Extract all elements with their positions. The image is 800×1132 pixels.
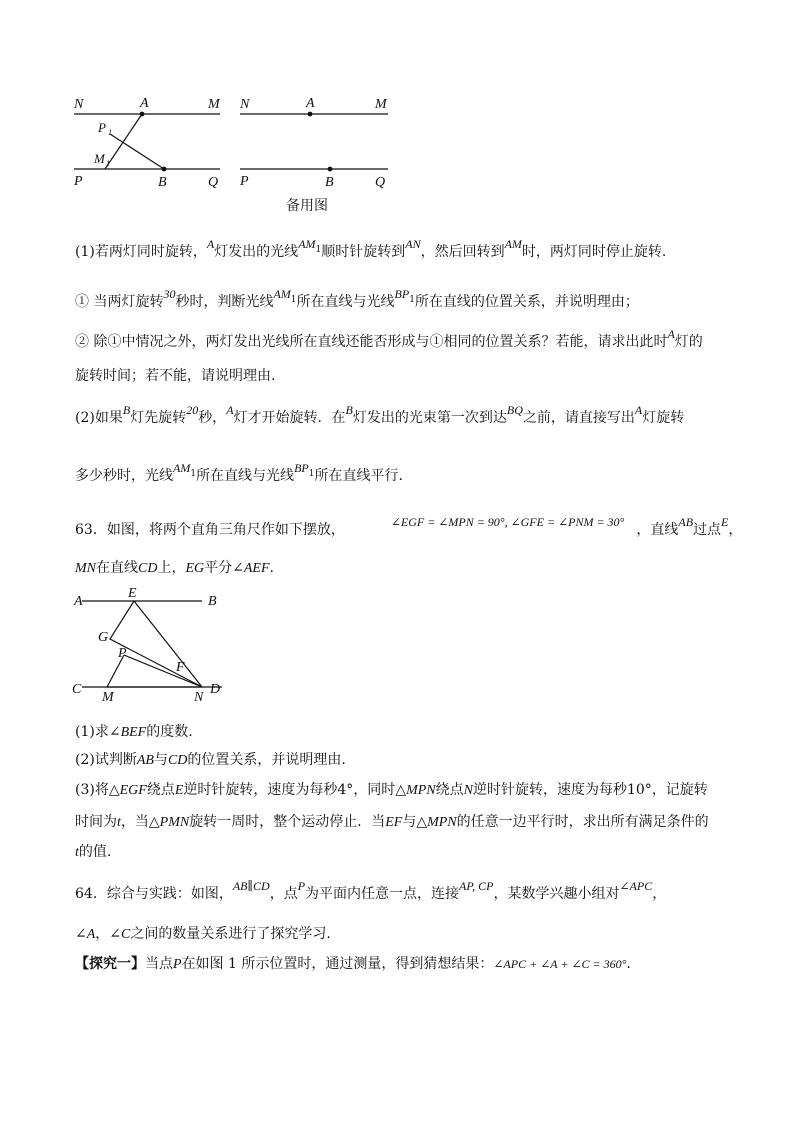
spare-caption: 备用图: [286, 198, 328, 214]
q62-part2-line: (2)如果B灯先旋转20秒，A灯才开始旋转．在B灯发出的光束第一次到达BQ之前，请直接写出A灯旋转: [75, 403, 685, 426]
figure-triangles: [62, 585, 242, 705]
label-q: Q: [208, 175, 219, 190]
q64-stem-line2: ∠A，∠C之间的数量关系进行了探究学习.: [75, 926, 331, 942]
label-m: M: [208, 97, 220, 112]
spare-label-b: B: [325, 175, 334, 190]
q63-sub2: (2)试判断AB与CD的位置关系，并说明理由.: [75, 752, 346, 768]
spare-point-b: [328, 167, 333, 172]
point-a: [140, 112, 145, 117]
label-d: D: [210, 682, 221, 697]
ray-bp1: [110, 134, 164, 169]
q62-part1-sub2: ② 除①中情况之外，两灯发出光线所在直线还能否形成与①相同的位置关系？若能，请求出此时A灯的: [75, 327, 703, 350]
label-m1: M: [94, 151, 105, 166]
figure-lights: [60, 90, 410, 220]
label-p1: P: [98, 120, 106, 135]
label-n: N: [74, 97, 84, 112]
label-p: P: [74, 174, 83, 189]
label-n: N: [194, 690, 204, 705]
label-f: F: [176, 660, 185, 675]
q63-stem-line2: MN在直线CD上，EG平分∠AEF.: [75, 560, 274, 576]
label-e: E: [128, 586, 137, 601]
label-b: B: [158, 175, 167, 190]
spare-point-a: [308, 112, 313, 117]
label-g: G: [98, 630, 109, 645]
point-b: [162, 167, 167, 172]
label-m: M: [102, 690, 114, 705]
q63-stem-line1: 63．如图，将两个直角三角尺作如下摆放， ∠EGF = ∠MPN = 90°, ∠GFE = ∠PNM = 30° ，直线AB过点E，: [75, 515, 743, 538]
spare-label-q: Q: [375, 175, 386, 190]
q62-part1-sub2-cont: 旋转时间；若不能，请说明理由.: [75, 368, 276, 384]
q62-part1-line: (1)若两灯同时旋转，A灯发出的光线$AM_1$顺时针旋转到AN，然后回转到AM时，两灯同时停止旋转.: [75, 237, 667, 260]
label-a: A: [140, 96, 149, 111]
q63-sub3-line2: 时间为t，当△PMN旋转一周时，整个运动停止．当EF与△MPN的任意一边平行时，求出所有满足条件的: [75, 814, 709, 830]
spare-label-n: N: [240, 97, 250, 112]
q62-part2-cont: 多少秒时，光线$AM_1$所在直线与光线$BP_1$所在直线平行.: [75, 461, 403, 484]
label-a: A: [74, 594, 83, 609]
q64-stem-line1: 64．综合与实践：如图，AB∥CD，点P为平面内任意一点，连接AP, CP，某数学兴趣小组对∠APC，: [75, 879, 667, 902]
q63-sub1: (1)求∠BEF的度数.: [75, 724, 193, 740]
label-c: C: [72, 682, 82, 697]
q64-explore1: 【探究一】当点P在如图 1 所示位置时，通过测量，得到猜想结果：∠APC + ∠A + ∠C = 360°.: [75, 956, 631, 972]
label-m1-sub: 1: [106, 159, 110, 168]
spare-label-m: M: [375, 97, 387, 112]
label-b: B: [208, 594, 217, 609]
triangle-egf: [110, 601, 202, 687]
q63-sub3-line1: (3)将△EGF绕点E逆时针旋转，速度为每秒4°，同时△MPN绕点N逆时针旋转，速度为每秒10°，记旋转: [75, 782, 708, 798]
figure-lights-svg: [60, 90, 410, 220]
q62-part1-sub1: ① 当两灯旋转30秒时，判断光线$AM_1$所在直线与光线$BP_1$所在直线的位置关系，并说明理由；: [75, 287, 639, 310]
label-p: P: [118, 646, 127, 661]
figure-triangles-svg: [62, 585, 242, 705]
spare-label-a: A: [306, 96, 315, 111]
label-p1-sub: 1: [108, 128, 112, 137]
ray-am1: [105, 114, 142, 169]
spare-label-p: P: [240, 174, 249, 189]
q63-sub3-line3: t的值.: [75, 844, 112, 860]
